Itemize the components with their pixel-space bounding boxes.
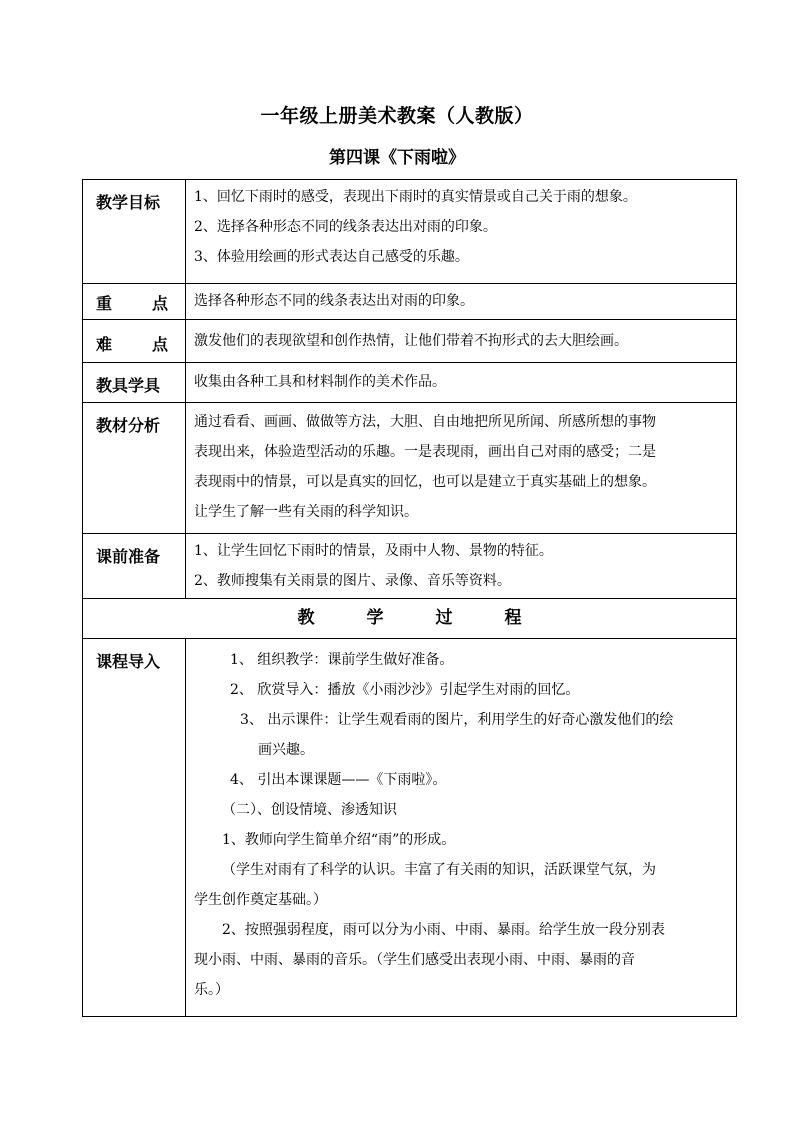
key-point-label-a: 重 — [96, 294, 113, 313]
table-row — [83, 534, 737, 599]
analysis-line: 通过看看、画画、做做等方法，大胆、自由地把所见所闻、所感所想的事物 — [194, 414, 656, 430]
intro-line: （二）、创设情境、渗透知识 — [222, 802, 397, 818]
objective-line: 1、回忆下雨时的感受，表现出下雨时的真实情景或自己关于雨的想象。 — [194, 189, 637, 205]
key-point-label-b: 点 — [152, 294, 169, 313]
objective-line: 2、选择各种形态不同的线条表达出对雨的印象。 — [194, 219, 497, 235]
intro-line: 现小雨、中雨、暴雨的音乐。（学生们感受出表现小雨、中雨、暴雨的音 — [194, 952, 635, 968]
preparation-content — [186, 534, 737, 599]
document-title: 一年级上册美术教案（人教版） — [260, 105, 534, 127]
table-row — [83, 599, 737, 639]
table-row — [83, 180, 737, 284]
table-row — [83, 363, 737, 403]
analysis-label: 教材分析 — [83, 403, 186, 534]
tools-content: 收集由各种工具和材料制作的美术作品。 — [186, 363, 737, 403]
key-point-label — [83, 284, 186, 320]
objectives-content — [186, 180, 737, 284]
intro-line: 1、 组织教学：课前学生做好准备。 — [230, 652, 454, 668]
objective-line: 3、体验用绘画的形式表达自己感受的乐趣。 — [194, 249, 469, 265]
analysis-content — [186, 403, 737, 534]
intro-label: 课程导入 — [83, 639, 186, 1017]
difficulty-label — [83, 320, 186, 363]
process-header: 教学过程 — [83, 599, 737, 639]
intro-line: 学生创作奠定基础。） — [194, 892, 327, 908]
lesson-plan-table — [82, 179, 737, 1017]
difficulty-label-b: 点 — [152, 335, 169, 354]
intro-line: 画兴趣。 — [258, 742, 314, 758]
table-row — [83, 320, 737, 363]
analysis-line: 让学生了解一些有关雨的科学知识。 — [194, 504, 418, 520]
intro-line: 2、按照强弱程度，雨可以分为小雨、中雨、暴雨。给学生放一段分别表 — [222, 922, 665, 938]
preparation-label: 课前准备 — [83, 534, 186, 599]
preparation-line: 1、让学生回忆下雨时的情景，及雨中人物、景物的特征。 — [194, 543, 553, 559]
intro-content — [186, 639, 737, 1017]
difficulty-label-a: 难 — [96, 335, 113, 354]
table-row — [83, 403, 737, 534]
key-point-content: 选择各种形态不同的线条表达出对雨的印象。 — [186, 284, 737, 320]
table-row — [83, 284, 737, 320]
difficulty-content: 激发他们的表现欲望和创作热情，让他们带着不拘形式的去大胆绘画。 — [186, 320, 737, 363]
intro-line: 1、教师向学生简单介绍“雨”的形成。 — [222, 832, 456, 848]
objectives-label: 教学目标 — [83, 180, 186, 284]
lesson-title: 第四课《下雨啦》 — [329, 148, 465, 168]
intro-line: （学生对雨有了科学的认识。丰富了有关雨的知识，活跃课堂气氛，为 — [222, 862, 656, 878]
preparation-line: 2、教师搜集有关雨景的图片、录像、音乐等资料。 — [194, 573, 511, 589]
table-row — [83, 639, 737, 1017]
tools-label: 教具学具 — [83, 363, 186, 403]
analysis-line: 表现雨中的情景，可以是真实的回忆，也可以是建立于真实基础上的想象。 — [194, 474, 656, 490]
intro-line: 3、 出示课件：让学生观看雨的图片，利用学生的好奇心激发他们的绘 — [240, 712, 674, 728]
analysis-line: 表现出来，体验造型活动的乐趣。一是表现雨，画出自己对雨的感受；二是 — [194, 444, 656, 460]
intro-line: 乐。） — [194, 982, 229, 998]
intro-line: 2、 欣赏导入：播放《小雨沙沙》引起学生对雨的回忆。 — [230, 682, 580, 698]
intro-line: 4、 引出本课课题——《下雨啦》。 — [230, 772, 447, 788]
